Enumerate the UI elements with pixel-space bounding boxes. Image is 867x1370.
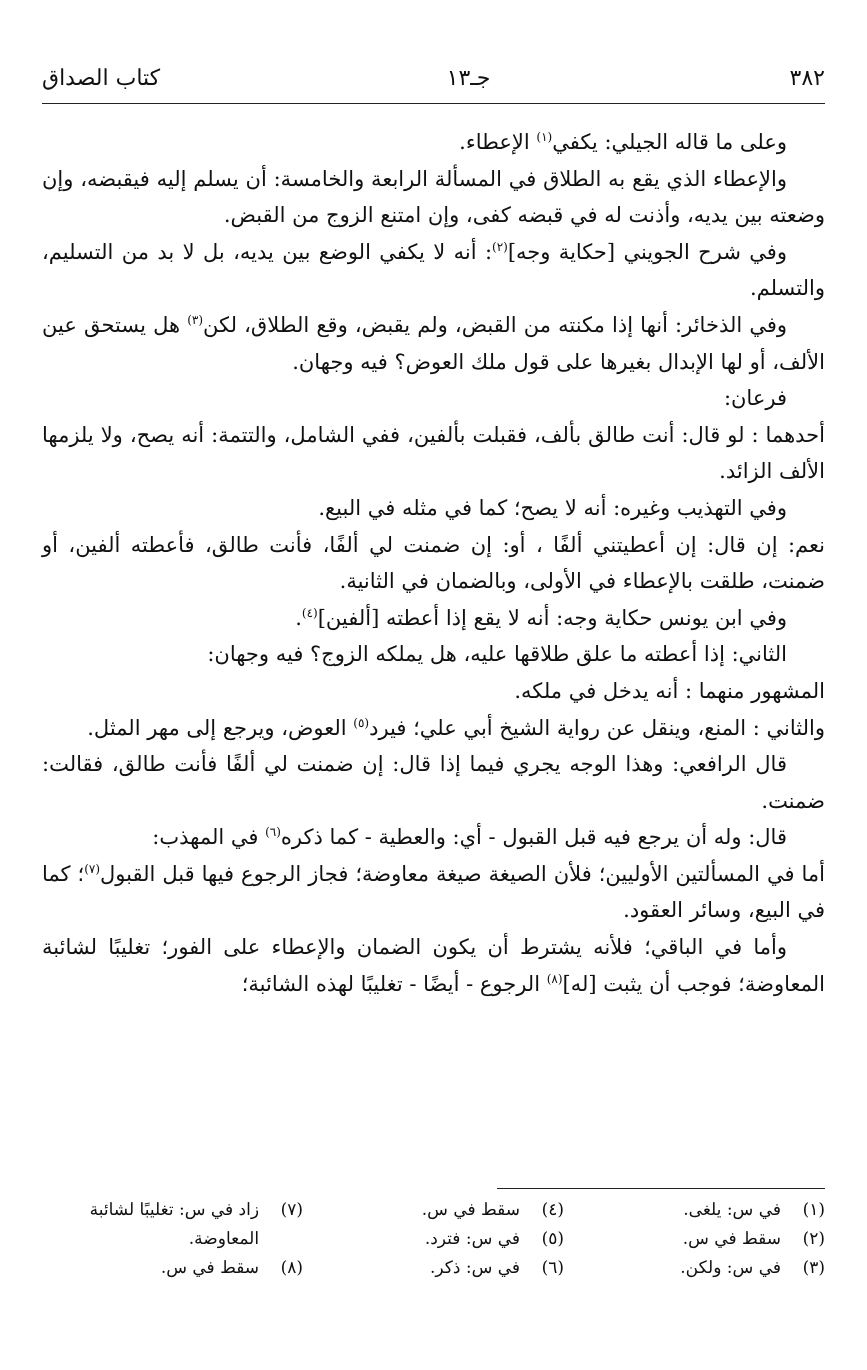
paragraph: وأما في الباقي؛ فلأنه يشترط أن يكون الضمان والإعطاء على الفور؛ تغليبًا لشائبة المعاوضة؛ فوجب أن يثبت [له]$^{(٨)}$ الرجوع - أيضًا - تغليبًا لهذه الشائبة؛: [42, 935, 825, 996]
paragraph: أما في المسألتين الأوليين؛ فلأن الصيغة صيغة معاوضة؛ فجاز الرجوع فيها قبل القبول$^{(٧)}$؛ كما في البيع، وسائر العقود.: [42, 861, 825, 923]
header-divider: [42, 103, 825, 104]
paragraph: فرعان:: [723, 386, 787, 411]
paragraph: أحدهما : لو قال: أنت طالق بألف، فقبلت بألفين، ففي الشامل، والتتمة: أنه يصح، ولا يلزمها الألف الزائد.: [42, 422, 825, 484]
footnote-column: [42, 1196, 303, 1283]
paragraph: قال: وله أن يرجع فيه قبل القبول - أي: والعطية - كما ذكره$^{(٦)}$ في المهذب:: [152, 825, 787, 850]
footnote-marker: (٨): [546, 971, 563, 986]
footnote-marker: (٦): [265, 825, 281, 840]
footnote-column: [564, 1196, 825, 1283]
paragraph: وفي الذخائر: أنها إذا مكنته من القبض، ولم يقبض، وقع الطلاق، لكن$^{(٣)}$ هل يستحق عين الألف، أو لها الإبدال بغيرها على قول ملك العوض؟ فيه وجهان.: [42, 312, 825, 374]
paragraph: الثاني: إذا أعطته ما علق طلاقها عليه، هل يملكه الزوج؟ فيه وجهان:: [207, 642, 787, 667]
footnote: (٦) في س: ذكر.: [430, 1258, 565, 1278]
footnote-marker: (١): [536, 130, 553, 144]
footnote-marker: (٣): [187, 312, 204, 327]
footnote: (٥) في س: فترد.: [424, 1229, 565, 1249]
paragraph: المشهور منهما : أنه يدخل في ملكه.: [514, 678, 825, 703]
footnote-column: [303, 1196, 564, 1283]
paragraph: وفي ابن يونس حكاية وجه: أنه لا يقع إذا أعطته [ألفين]$^{(٤)}$.: [295, 605, 787, 630]
footnote-marker: (٢): [492, 239, 508, 254]
footnote: (٣) في س: ولكن.: [680, 1258, 825, 1278]
footnote: (٨) سقط في س.: [160, 1258, 304, 1278]
paragraph: وفي شرح الجويني [حكاية وجه]$^{(٢)}$: أنه لا يكفي الوضع بين يديه، بل لا بد من التسليم، والتسلم.: [42, 239, 825, 301]
footnotes: [42, 1196, 825, 1283]
paragraph: وعلى ما قاله الجيلي: يكفي$^{(١)}$ الإعطاء.: [459, 130, 787, 154]
paragraph: والإعطاء الذي يقع به الطلاق في المسألة الرابعة والخامسة: أن يسلم إليه فيقبضه، وإن وضعته بين يديه، وأذنت له في قبضه كفى، وإن امتنع الزوج من القبض.: [42, 166, 825, 228]
footnote-marker: (٧): [84, 861, 101, 876]
running-header: [42, 58, 825, 98]
footnote: (١) في س: يلغى.: [683, 1200, 825, 1220]
page-number: ٣٨٢: [789, 65, 825, 91]
book-title: كتاب الصداق: [42, 65, 161, 91]
footnote: (٤) سقط في س.: [421, 1200, 565, 1220]
paragraph: والثاني : المنع، وينقل عن رواية الشيخ أبي علي؛ فيرد$^{(٥)}$ العوض، ويرجع إلى مهر المثل.: [87, 715, 825, 740]
footnote: (٧) زاد في س: تغليبًا لشائبة المعاوضة.: [89, 1200, 304, 1249]
paragraph: نعم: إن قال: إن أعطيتني ألفًا ، أو: إن ضمنت لي ألفًا، فأنت طالق، فأعطته ألفين، أو ضمنت، طلقت بالإعطاء في الأولى، وبالضمان في الثانية.: [42, 532, 825, 594]
volume-label: جـ١٣: [446, 65, 491, 91]
paragraph: وفي التهذيب وغيره: أنه لا يصح؛ كما في مثله في البيع.: [318, 495, 787, 520]
footnote: (٢) سقط في س.: [682, 1229, 825, 1249]
footnote-marker: (٤): [301, 605, 318, 620]
footnote-marker: (٥): [353, 715, 370, 730]
footnote-divider: [497, 1188, 825, 1189]
paragraph: قال الرافعي: وهذا الوجه يجري فيما إذا قال: إن ضمنت لي ألفًا فأنت طالق، فقالت: ضمنت.: [42, 752, 825, 813]
main-text: [42, 124, 825, 1002]
